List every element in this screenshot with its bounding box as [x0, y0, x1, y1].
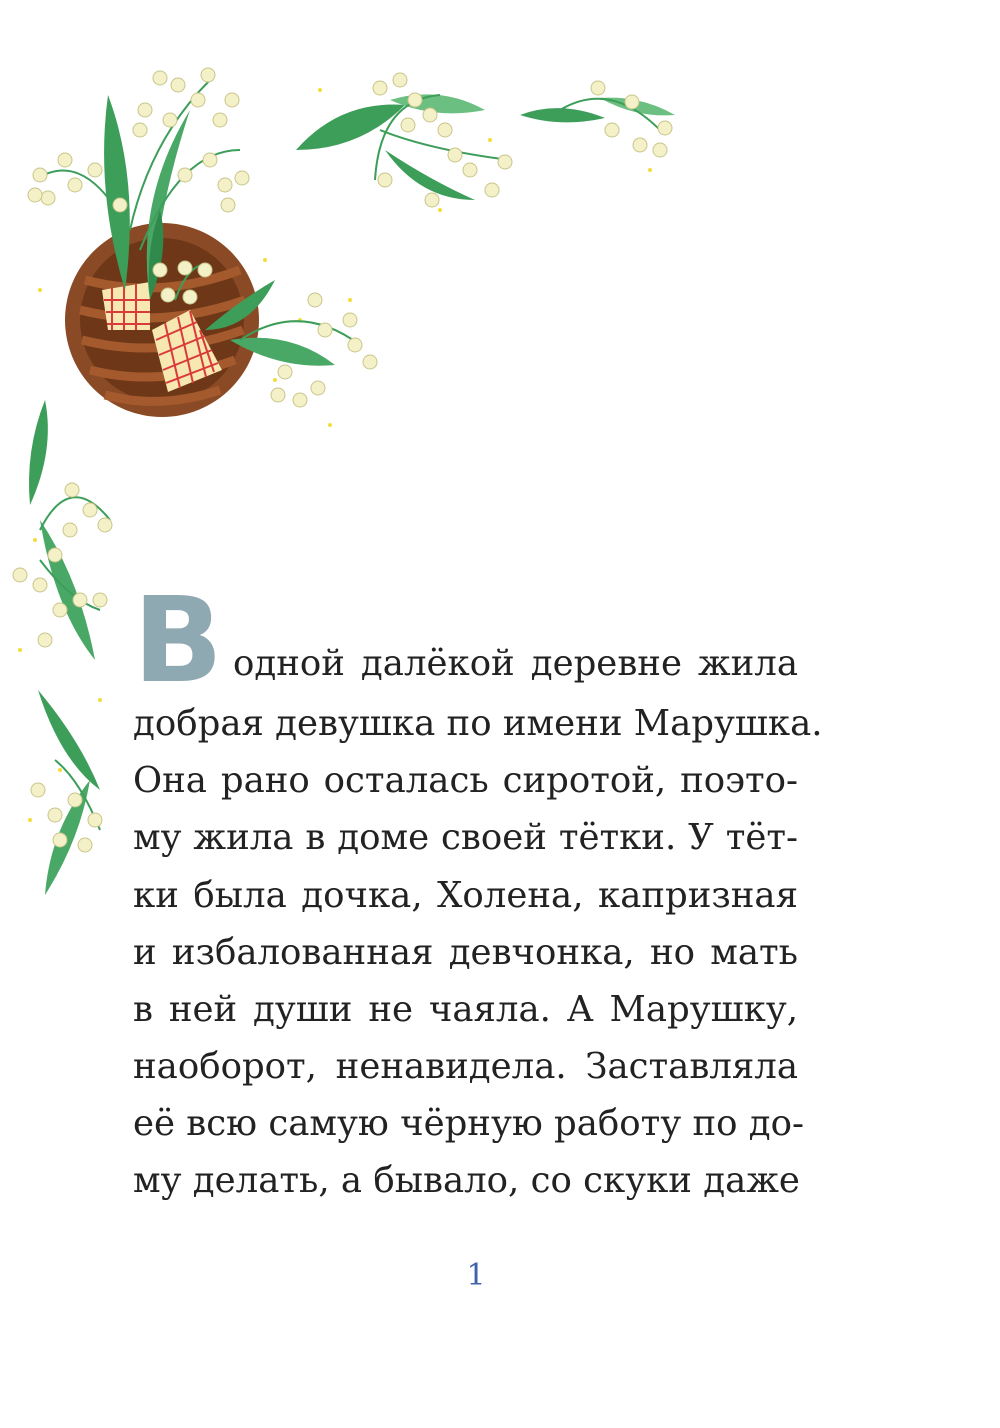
drop-cap: В: [133, 571, 221, 709]
text-line: и избалованная девчонка, но мать: [133, 932, 798, 973]
text-line: в ней души не чаяла. А Марушку,: [133, 989, 798, 1030]
page-number: 1: [466, 1258, 486, 1293]
text-line: добрая девушка по имени Марушка.: [133, 703, 823, 744]
text-line: наоборот, ненавидела. Заставляла: [133, 1046, 798, 1087]
text-line: её всю самую чёрную работу по до-: [133, 1103, 805, 1144]
text-line: му жила в доме своей тётки. У тёт-: [133, 817, 798, 858]
text-line: му делать, а бывало, со скуки даже: [133, 1160, 800, 1201]
text-line: Она рано осталась сиротой, поэто-: [133, 760, 798, 801]
text-line: ки была дочка, Холена, капризная: [133, 875, 798, 916]
text-line: одной далёкой деревне жила: [233, 643, 798, 684]
